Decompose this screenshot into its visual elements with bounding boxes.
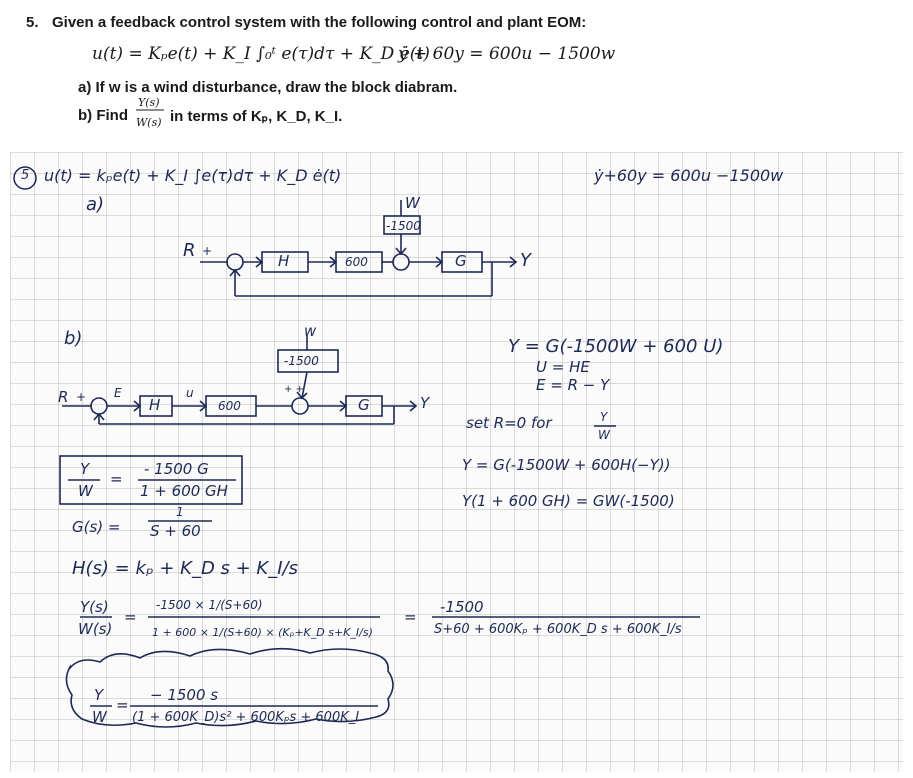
circled-number: 5 — [21, 168, 30, 183]
diagram-b-sum2-signs: + + — [284, 384, 304, 395]
diagram-a-input: R — [183, 240, 196, 261]
set-r-ratio-den: W — [598, 428, 610, 442]
final-mid-num: -1500 × 1/(S+60) — [156, 598, 263, 612]
diagram-b-disturbance: w — [304, 322, 317, 340]
problem-number: 5. — [26, 14, 39, 31]
restated-plant: ẏ+60y = 600u −1500w — [594, 166, 784, 185]
diagram-b-block-600: 600 — [218, 399, 241, 413]
control-eom: u(t) = Kₚe(t) + K_I ∫₀ᵗ e(τ)dτ + K_D ė(t) — [92, 44, 430, 64]
diagram-a-block-minus1500: -1500 — [386, 219, 421, 233]
plant-eom: ẏ + 60y = 600u − 1500w — [398, 44, 616, 64]
eq-y-g: Y = G(-1500W + 600 U) — [508, 336, 724, 357]
result-equals: = — [116, 696, 129, 714]
final-mid-den: 1 + 600 × 1/(S+60) × (Kₚ+K_D s+K_I/s) — [152, 626, 373, 639]
final-eq2: = — [404, 608, 417, 626]
part-b-fraction-den: W(s) — [136, 116, 162, 129]
diagram-a-block-g: G — [455, 252, 467, 270]
tf-lhs-num: Y — [80, 460, 90, 478]
eq-u-he: U = HE — [536, 358, 590, 376]
problem-statement: Given a feedback control system with the following control and plant EOM: — [52, 14, 587, 31]
diagram-a-block-600: 600 — [345, 255, 368, 269]
final-rhs-num: -1500 — [440, 598, 484, 616]
diagram-a-disturbance: W — [405, 194, 420, 212]
diagram-b-block-h: H — [149, 396, 161, 414]
part-a-text: a) If w is a wind disturbance, draw the block diabram. — [78, 79, 458, 96]
diagram-a-sum-sign: + — [202, 244, 213, 258]
diagram-b-u-label: u — [186, 386, 194, 400]
diagram-b-block-minus1500: -1500 — [284, 354, 319, 368]
label-a: a) — [86, 194, 105, 215]
result-lhs-num: Y — [94, 686, 104, 704]
part-b-suffix: in terms of Kₚ, K_D, K_I. — [170, 108, 343, 125]
diagram-b-output: Y — [420, 394, 430, 412]
final-lhs-den: W(s) — [78, 620, 113, 638]
label-b: b) — [64, 328, 83, 349]
final-rhs-den: S+60 + 600Kₚ + 600K_D s + 600K_I/s — [434, 622, 682, 637]
diagram-b-sum-sign: + — [76, 390, 87, 404]
eq-y-substituted: Y = G(-1500W + 600H(−Y)) — [462, 456, 671, 474]
tf-lhs-den: W — [78, 482, 93, 500]
g-def-lhs: G(s) = — [72, 518, 121, 536]
diagram-b-block-g: G — [358, 396, 370, 414]
part-b-fraction-num: Y(s) — [138, 96, 160, 109]
diagram-b-input: R — [58, 388, 69, 406]
final-eq1: = — [124, 608, 137, 626]
set-r-ratio-num: Y — [600, 410, 608, 424]
result-num: − 1500 s — [150, 686, 219, 704]
diagram-a-block-h: H — [278, 252, 290, 270]
diagram-a-output: Y — [520, 250, 531, 271]
g-def-num: 1 — [176, 505, 184, 519]
diagram-b-error-label: E — [114, 386, 122, 400]
g-def-den: S + 60 — [150, 522, 201, 540]
eq-set-r: set R=0 for — [466, 414, 552, 432]
h-def: H(s) = kₚ + K_D s + K_I/s — [72, 558, 298, 579]
part-b-prefix: b) Find — [78, 107, 128, 124]
tf-rhs-den: 1 + 600 GH — [140, 482, 228, 500]
result-lhs-den: W — [92, 708, 107, 726]
tf-equals: = — [110, 470, 123, 488]
tf-rhs-num: - 1500 G — [144, 460, 209, 478]
restated-control: u(t) = kₚe(t) + K_I ∫e(τ)dτ + K_D ė(t) — [44, 166, 342, 185]
result-den: (1 + 600K_D)s² + 600Kₚs + 600K_I — [132, 710, 360, 725]
eq-e-r-y: E = R − Y — [536, 376, 610, 394]
final-lhs-num: Y(s) — [80, 598, 109, 616]
eq-y-collected: Y(1 + 600 GH) = GW(-1500) — [462, 492, 675, 510]
